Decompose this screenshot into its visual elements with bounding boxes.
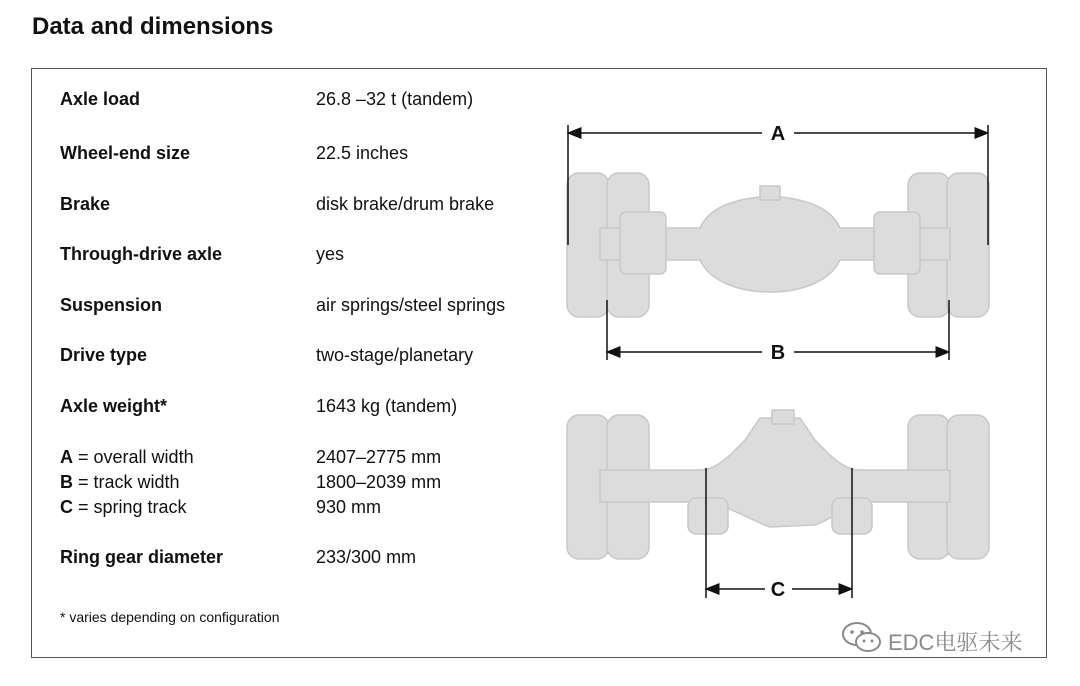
footnote: * varies depending on configuration [60,609,280,625]
spring-seat-left [688,498,728,534]
dimension-value-c: 930 mm [316,497,382,517]
dimension-letter: A [60,447,73,467]
spec-label: Suspension [60,295,163,315]
spec-label: Brake [60,194,111,214]
spec-value: 1643 kg (tandem) [316,396,458,416]
axle-rear-view [567,173,989,317]
spec-value: air springs/steel springs [316,295,506,315]
watermark-text: EDC电驱未来 [888,630,1023,655]
spec-value: disk brake/drum brake [316,194,495,214]
dimension-c-label: C [770,579,786,601]
axle-front-view [567,410,989,559]
dimension-a-label: A [770,123,786,145]
watermark [836,618,1046,658]
spec-value: 233/300 mm [316,547,417,567]
dimension-name: = spring track [78,497,187,517]
hub-left [620,212,666,274]
dimension-name: = track width [78,472,180,492]
page-title: Data and dimensions [32,13,274,40]
carrier-top [772,410,794,424]
spec-value: two-stage/planetary [316,345,474,365]
spec-label: Through-drive axle [60,244,223,264]
axle-housing [600,418,950,527]
dimension-b-label: B [770,342,786,364]
spec-value: 22.5 inches [316,143,409,163]
spec-label: Axle weight* [60,396,168,416]
spec-label: Wheel-end size [60,143,191,163]
tire-outer-right [947,173,989,317]
dimension-name: = overall width [78,447,194,467]
spec-value: 26.8 –32 t (tandem) [316,89,474,109]
spec-label: Axle load [60,89,141,109]
tire-outer-right [947,415,989,559]
dimension-value-a: 2407–2775 mm [316,447,442,467]
spec-value: yes [316,244,345,264]
dimension-letter: C [60,497,73,517]
carrier-top [760,186,780,200]
dimension-letter: B [60,472,73,492]
spec-label: Drive type [60,345,148,365]
dimension-value-b: 1800–2039 mm [316,472,442,492]
spec-label: Ring gear diameter [60,547,224,567]
wechat-icon [840,618,884,658]
hub-right [874,212,920,274]
